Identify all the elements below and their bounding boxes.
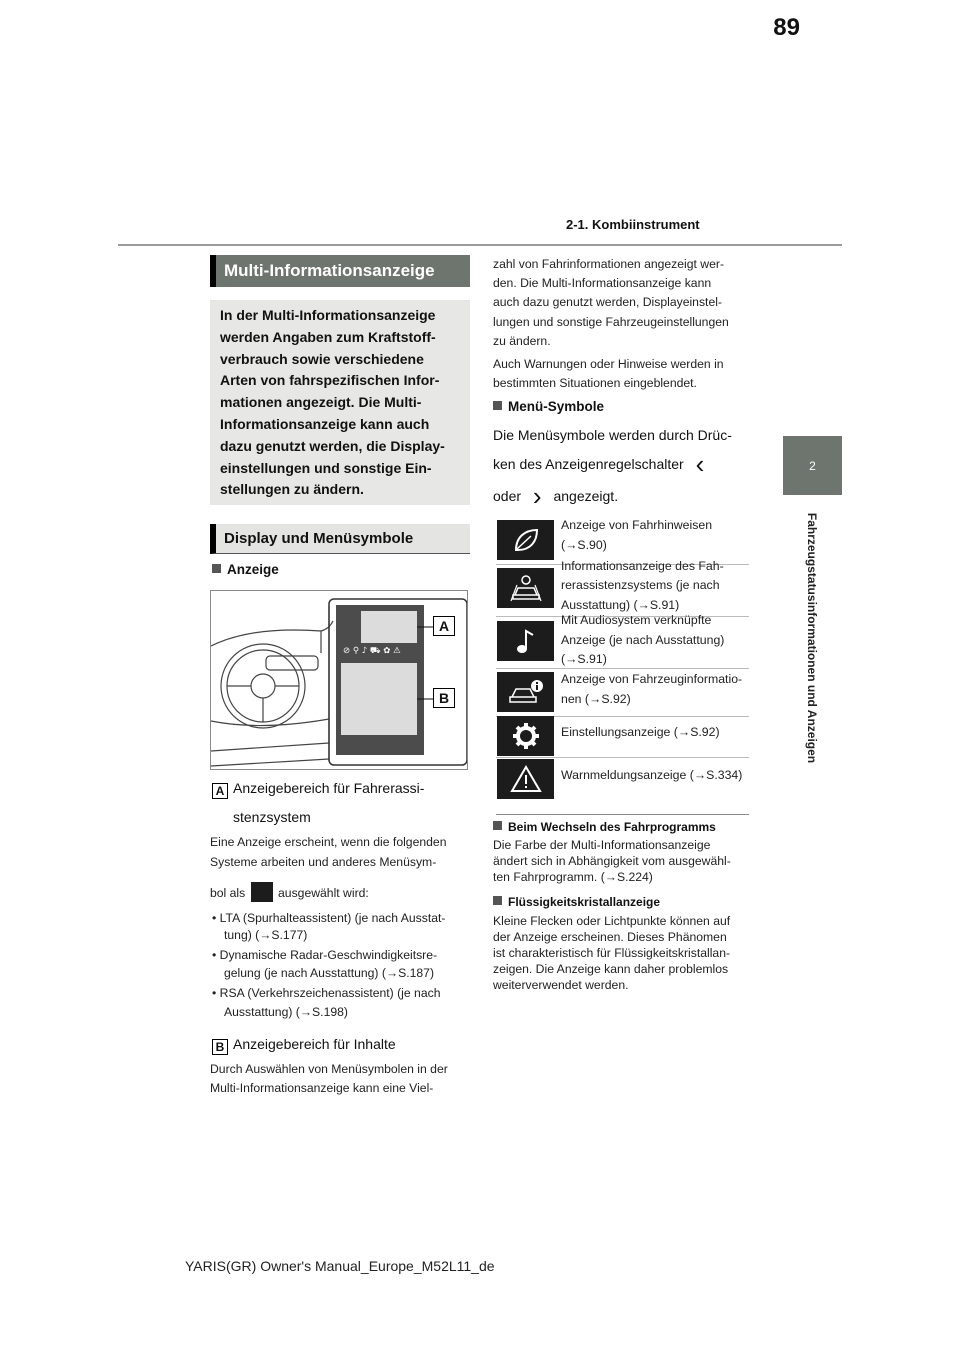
chapter-number: 2 [809,458,816,473]
cont-line: zahl von Fahrinformationen angezeigt wer- [493,257,725,271]
square-bullet-icon [493,401,502,410]
prog-line: ändert sich in Abhängigkeit vom ausgewähl- [493,854,731,868]
header-divider [118,244,842,246]
intro-line: werden Angaben zum Kraftstoff- [220,328,436,345]
square-bullet-icon [212,564,221,573]
area-a-title [212,778,424,799]
intro-line: stellungen zu ändern. [220,481,364,498]
dashboard-figure [210,590,468,770]
intro-line: verbrauch sowie verschiedene [220,350,424,367]
heading-display-menu: Display und Menüsymbole [210,524,470,554]
intro-line: Arten von fahrspezifischen Infor- [220,372,440,389]
lcd-line: weiterverwendet werden. [493,978,629,992]
menu-item-label: Anzeige von Fahrzeuginformatio- [561,672,743,686]
driver-assist-icon [497,568,554,608]
area-a-desc1: Eine Anzeige erscheint, wenn die folgenden [210,835,447,849]
menu-divider [496,668,749,669]
menu-intro2 [493,449,705,479]
car-info-icon [497,672,554,712]
menu-item-label: (→S.90) [561,538,607,552]
bullet-item-cont: Ausstattung) (→S.198) [224,1005,348,1019]
intro-box [210,300,470,505]
bullet-item: • Dynamische Radar-Geschwindigkeitsre- [212,948,438,962]
heading-multi-info: Multi-Informationsanzeige [210,255,470,287]
menu-divider [496,757,749,758]
subhead-label: Beim Wechseln des Fahrprogramms [508,820,716,834]
figure-label-a: A [433,616,455,636]
menu-intro1: Die Menüsymbole werden durch Drüc- [493,427,732,443]
bullet-item-cont: gelung (je nach Ausstattung) (→S.187) [224,966,435,980]
cont-line: lungen und sonstige Fahrzeugeinstellungen [493,315,729,329]
area-b-desc1: Durch Auswählen von Menüsymbolen in der [210,1062,448,1076]
warning-icon [497,759,554,799]
music-note-icon [497,621,554,661]
warn-line: bestimmten Situationen eingeblendet. [493,376,697,390]
area-a-line2: stenzsystem [233,809,311,825]
lcd-line: der Anzeige erscheinen. Dieses Phänomen [493,930,727,944]
bullet-item: • RSA (Verkehrszeichenassistent) (je nach [212,986,441,1000]
menu-item-label: Anzeige von Fahrhinweisen [561,518,713,532]
area-a-desc3 [210,882,369,904]
menu-item-label: rerassistenzsystems (je nach [561,578,720,592]
intro-text: ken des Anzeigenregelschalter [493,456,684,472]
area-b-title [212,1034,396,1055]
bullet-item-cont: tung) (→S.177) [224,928,308,942]
dashboard-illustration [211,591,467,769]
intro-line: dazu genutzt werden, die Display- [220,437,445,454]
square-bullet-icon [493,896,502,905]
chapter-tab [783,436,842,495]
area-b-line: Anzeigebereich für Inhalte [233,1036,396,1052]
chevron-right-icon: › [532,481,542,511]
driver-assist-icon [251,882,273,902]
chevron-left-icon: ‹ [695,449,705,479]
menu-table-bottom [496,814,749,815]
figure-label-b: B [433,688,455,708]
intro-line: Informationsanzeige kann auch [220,415,430,432]
area-a-desc2: Systeme arbeiten und anderes Menüsym- [210,855,437,869]
svg-text:⊘ ⚲ ♪ ⛟ ✿ ⚠: ⊘ ⚲ ♪ ⛟ ✿ ⚠ [343,646,401,656]
menu-item-label: Ausstattung) (→S.91) [561,598,680,612]
menu-item-label: Warnmeldungsanzeige (→S.334) [561,768,743,782]
desc-text: ausgewählt wird: [278,886,369,900]
intro-line: mationen angezeigt. Die Multi- [220,394,422,411]
menu-item-label: nen (→S.92) [561,692,631,706]
subhead-anzeige [212,562,279,577]
subhead-label: Menü-Symbole [508,399,605,414]
desc-text: bol als [210,886,246,900]
chapter-side-title [783,505,842,770]
menu-item-label: (→S.91) [561,652,607,666]
intro-line: einstellungen und sonstige Ein- [220,459,432,476]
area-a-line: Anzeigebereich für Fahrerassi- [233,780,425,796]
gear-icon [497,716,554,756]
subhead-fahrprogramm [493,820,716,834]
footer-text: YARIS(GR) Owner's Manual_Europe_M52L11_de [185,1258,495,1274]
subhead-label: Anzeige [227,562,279,577]
leaf-icon [497,520,554,560]
area-b-desc2: Multi-Informationsanzeige kann eine Viel- [210,1081,434,1095]
page-number: 89 [773,14,800,41]
cont-line: den. Die Multi-Informationsanzeige kann [493,276,712,290]
bullet-item: • LTA (Spurhalteassistent) (je nach Ausstat- [212,911,446,925]
intro-text: angezeigt. [553,488,619,504]
subhead-menu [493,399,604,414]
subhead-label: Flüssigkeitskristallanzeige [508,895,661,909]
subhead-lcd [493,895,660,909]
intro-text: oder [493,488,522,504]
menu-item-label: Einstellungsanzeige (→S.92) [561,725,720,739]
lcd-line: Kleine Flecken oder Lichtpunkte können auf [493,914,731,928]
menu-item-label: Anzeige (je nach Ausstattung) [561,633,725,647]
box-letter-a: A [212,783,228,799]
section-title: 2-1. Kombiinstrument [566,217,700,232]
cont-line: zu ändern. [493,334,551,348]
warn-line: Auch Warnungen oder Hinweise werden in [493,357,724,371]
menu-item-label: Mit Audiosystem verknüpfte [561,613,712,627]
lcd-line: zeigen. Die Anzeige kann daher problemlos [493,962,729,976]
menu-intro3 [493,481,619,511]
chapter-title: Fahrzeugstatusinformationen und Anzeigen [805,512,820,763]
menu-item-label: Informationsanzeige des Fah- [561,559,724,573]
prog-line: Die Farbe der Multi-Informationsanzeige [493,838,711,852]
box-letter-b: B [212,1039,228,1055]
square-bullet-icon [493,821,502,830]
cont-line: auch dazu genutzt werden, Displayeinstel- [493,295,722,309]
prog-line: ten Fahrprogramm. (→S.224) [493,870,653,884]
lcd-line: ist charakteristisch für Flüssigkeitskristallan- [493,946,731,960]
intro-line: In der Multi-Informationsanzeige [220,307,436,323]
